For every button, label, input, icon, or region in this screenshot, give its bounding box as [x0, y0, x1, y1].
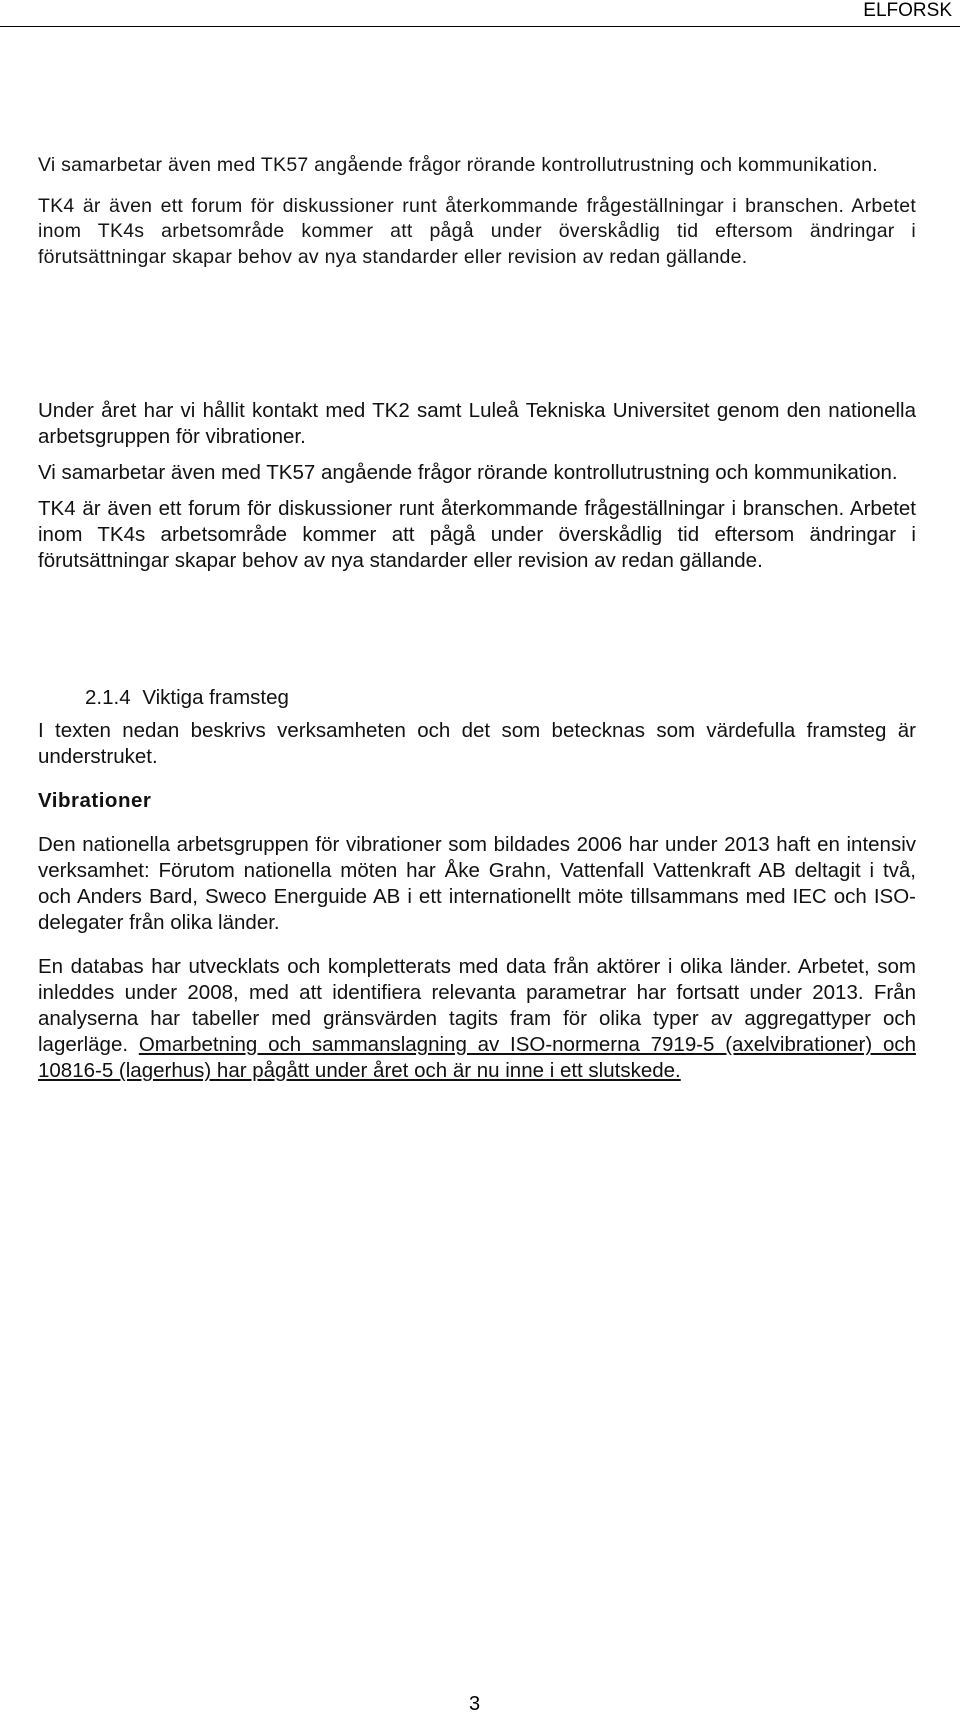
- vibrationer-heading: Vibrationer: [38, 789, 152, 812]
- section-middle: [38, 398, 916, 574]
- section-top: [38, 153, 916, 270]
- vibrationer-text-plain: En databas har utvecklats och kompletterats med data från aktörer i olika länder. Arbetet, som inleddes under 2008, med att identifiera relevanta parametrar har fortsatt under 2013. Från analyserna har tabeller med gränsvärden tagits fram för olika typer av aggregattyper och lagerläge.: [38, 955, 916, 1056]
- vibrationer-paragraph-2: [38, 954, 916, 1084]
- page-header: [0, 0, 960, 27]
- paragraph-tk4-top: TK4 är även ett forum för diskussioner runt återkommande frågeställningar i branschen. Arbetet inom TK4s arbetsområde kommer att pågå under överskådlig tid eftersom ändringar i förutsättningar skapar behov av nya standarder eller revision av redan gällande.: [38, 194, 916, 268]
- section-heading: [85, 685, 289, 711]
- intro-paragraph: I texten nedan beskrivs verksamheten och det som betecknas som värdefulla framsteg är understruket.: [38, 719, 916, 768]
- page-number: 3: [469, 1693, 481, 1715]
- underlined-progress-text: Omarbetning och sammanslagning av ISO-normerna 7919-5 (axelvibrationer) och 10816-5 (lagerhus) har pågått under året och är nu inne i ett slutskede.: [38, 1033, 916, 1082]
- paragraph-tk4: TK4 är även ett forum för diskussioner runt återkommande frågeställningar i branschen. Arbetet inom TK4s arbetsområde kommer att pågå under överskådlig tid eftersom ändringar i förutsättningar skapar behov av nya standarder eller revision av redan gällande.: [38, 497, 916, 572]
- paragraph-tk57-top: Vi samarbetar även med TK57 angående frågor rörande kontrollutrustning och kommunikation.: [38, 154, 878, 176]
- header-title: ELFORSK: [863, 0, 952, 21]
- section-title: Viktiga framsteg: [142, 686, 289, 709]
- section-vibrationer: [38, 718, 916, 1084]
- paragraph-tk57: Vi samarbetar även med TK57 angående frågor rörande kontrollutrustning och kommunikation.: [38, 461, 898, 484]
- vibrationer-paragraph-1: Den nationella arbetsgruppen för vibrationer som bildades 2006 har under 2013 haft en intensiv verksamhet: Förutom nationella möten har Åke Grahn, Vattenfall Vattenkraft AB deltagit i två, och Anders Bard, Sweco Energuide AB i ett internationellt möte tillsammans med IEC och ISO-delegater från olika länder.: [38, 833, 916, 934]
- paragraph-tk2: Under året har vi hållit kontakt med TK2 samt Luleå Tekniska Universitet genom den nationella arbetsgruppen för vibrationer.: [38, 399, 916, 448]
- section-number: 2.1.4: [85, 686, 131, 709]
